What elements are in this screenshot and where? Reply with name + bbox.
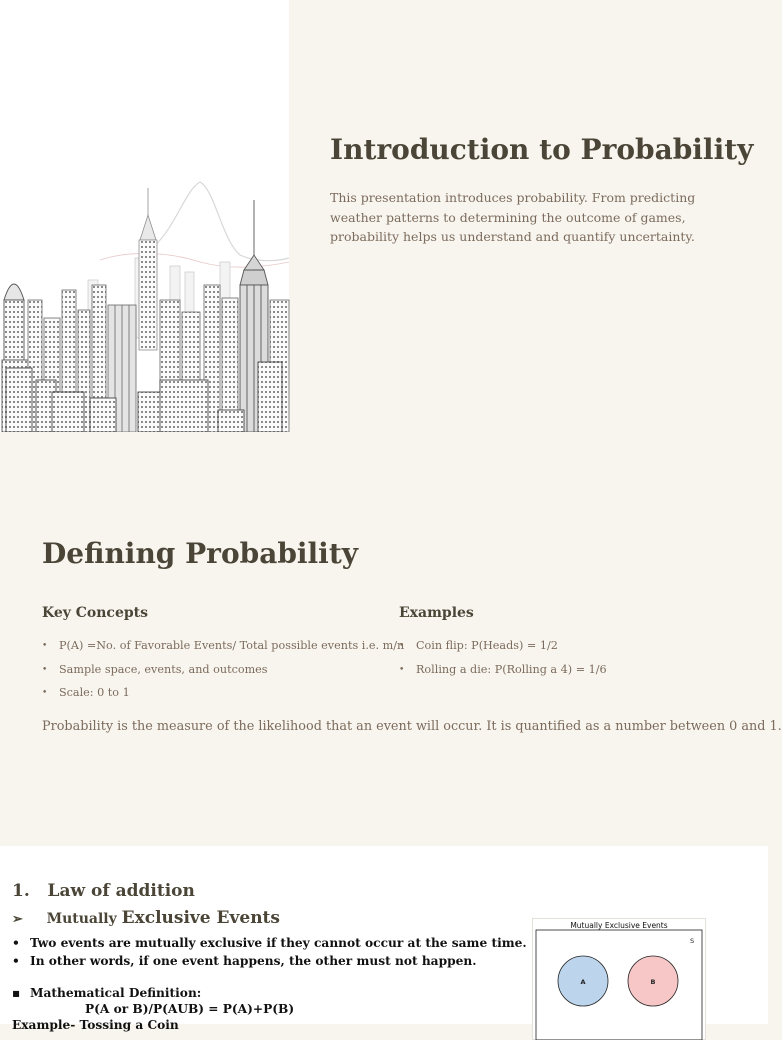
examples-heading: Examples	[399, 605, 474, 621]
square-bullet-icon: ▪	[12, 986, 21, 1000]
slide-introduction	[0, 0, 768, 432]
set-b-label: B	[650, 978, 656, 986]
venn-svg	[533, 919, 705, 1039]
list-item: • P(A) =No. of Favorable Events/ Total possible events i.e. m/n	[42, 638, 404, 662]
slide-title: Defining Probability	[42, 537, 359, 570]
math-definition-text: Mathematical Definition:	[30, 986, 202, 1000]
law-number: 1.	[12, 881, 30, 901]
venn-diagram	[532, 918, 706, 1040]
set-a-label: A	[580, 978, 586, 986]
law-heading	[12, 881, 195, 901]
key-concepts-heading: Key Concepts	[42, 605, 149, 621]
slide-subtitle: This presentation introduces probability. From predicting weather patterns to determining the outcome of games, probability helps us understand and quantify uncertainty.	[330, 190, 696, 244]
slide-defining-probability	[0, 432, 782, 846]
arrow-bullet-icon: ➢	[12, 912, 23, 927]
bullet-text: Two events are mutually exclusive if they cannot occur at the same time.	[30, 936, 527, 950]
addition-formula: P(A or B)/P(AUB) = P(A)+P(B)	[85, 1002, 295, 1016]
slide-law-of-addition	[0, 846, 768, 1032]
heading-part-a: Mutually	[46, 911, 122, 927]
examples-list	[399, 638, 607, 685]
sample-space-label: S	[690, 937, 695, 945]
example-label: Example- Tossing a Coin	[12, 1018, 179, 1032]
mutually-exclusive-heading	[12, 908, 280, 928]
heading-part-b: Exclusive Events	[121, 908, 280, 928]
slide-title: Introduction to Probability	[330, 133, 754, 166]
definition-bullet	[12, 936, 527, 950]
list-item: • Scale: 0 to 1	[42, 685, 404, 709]
probability-summary: Probability is the measure of the likelihood that an event will occur. It is quantified as a number between 0 and 1.	[42, 719, 782, 734]
bullet-icon: •	[12, 936, 20, 950]
math-definition-label	[12, 986, 201, 1000]
list-item: • Coin flip: P(Heads) = 1/2	[399, 638, 607, 662]
list-item: • Sample space, events, and outcomes	[42, 662, 404, 686]
bullet-icon: •	[12, 954, 20, 968]
city-skyline-illustration	[0, 0, 289, 432]
list-item: • Rolling a die: P(Rolling a 4) = 1/6	[399, 662, 607, 686]
definition-bullet	[12, 954, 476, 968]
city-skyline-sketch	[0, 0, 289, 432]
bullet-text: In other words, if one event happens, the other must not happen.	[30, 954, 477, 968]
venn-title: Mutually Exclusive Events	[570, 921, 668, 930]
law-title: Law of addition	[47, 881, 195, 901]
key-concepts-list	[42, 638, 404, 709]
